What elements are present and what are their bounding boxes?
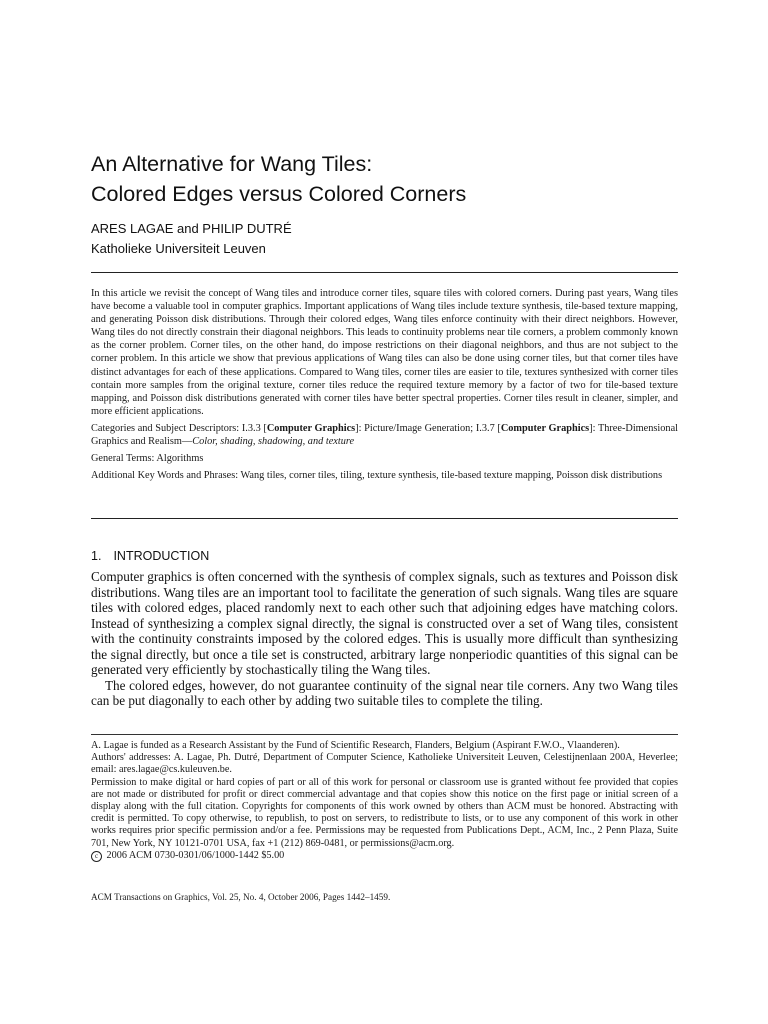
affiliation: Katholieke Universiteit Leuven	[91, 241, 266, 256]
paper-title	[91, 149, 691, 209]
general-terms: General Terms: Algorithms	[91, 453, 204, 465]
journal-citation: ACM Transactions on Graphics, Vol. 25, No. 4, October 2006, Pages 1442–1459.	[91, 892, 391, 902]
top-divider	[91, 272, 678, 273]
body-paragraph-2: The colored edges, however, do not guarantee continuity of the signal near tile corners. Any two Wang tiles can be put diagonally to each other by adding two suitable tiles to complete the tiling.	[91, 677, 678, 708]
title-line-1: An Alternative for Wang Tiles:	[91, 152, 373, 176]
abstract-bottom-divider	[91, 518, 678, 519]
keywords: Additional Key Words and Phrases: Wang tiles, corner tiles, tiling, texture synthesis, tile-based texture mapping, Poisson disk distributions	[91, 470, 663, 482]
copyright-line: c 2006 ACM 0730-0301/06/1000-1442 $5.00	[91, 850, 678, 862]
footnote-divider	[91, 734, 678, 735]
footnote-permission: Permission to make digital or hard copies of part or all of this work for personal or classroom use is granted without fee provided that copies are not made or distributed for profit or direct commercial advantage and that copies show this notice on the first page or initial screen of a display along with the full citation. Copyrights for components of this work owned by others than ACM must be honored. Abstracting with credit is permitted. To copy otherwise, to republish, to post on servers, to redistribute to lists, or to use any component of this work in other works requires prior specific permission and/or a fee. Permissions may be requested from Publications Dept., ACM, Inc., 2 Penn Plaza, Suite 701, New York, NY 10121-0701 USA, fax +1 (212) 869-0481, or permissions@acm.org.	[91, 776, 678, 849]
author-list: ARES LAGAE and PHILIP DUTRÉ	[91, 221, 292, 236]
copyright-icon: c	[91, 851, 102, 862]
footnotes	[91, 740, 678, 862]
section-number: 1.	[91, 549, 102, 563]
body-text	[91, 569, 678, 709]
abstract-text: In this article we revisit the concept of Wang tiles and introduce corner tiles, square tiles with colored corners. During past years, Wang tiles have become a valuable tool in computer graphics. Important applications of Wang tiles include texture synthesis, tile-based texture mapping, and generating Poisson disk distributions. Through their colored edges, Wang tiles enforce continuity with their direct neighbors. However, Wang tiles do not directly constrain their diagonal neighbors. This leads to continuity problems near tile corners, a problem commonly known as the corner problem. Corner tiles, on the other hand, do impose restrictions on their diagonal neighbors, and thus are not subject to the corner problem. In this article we show that previous applications of Wang tiles can also be done using corner tiles, but that corner tiles have distinct advantages for each of these applications. Compared to Wang tiles, corner tiles are easier to tile, textures synthesized with corner tiles contain more samples from the original texture, corner tiles reduce the required texture memory by a factor of two for tile-based texture mapping, and Poisson disk distributions generated with corner tiles have better spectral properties. Corner tiles result in cleaner, simpler, and more efficient applications.	[91, 288, 678, 417]
section-heading	[91, 548, 209, 564]
footnote-address: Authors' addresses: A. Lagae, Ph. Dutré, Department of Computer Science, Katholieke Universiteit Leuven, Celestijnenlaan 200A, Heverlee; email: ares.lagae@cs.kuleuven.be.	[91, 752, 678, 776]
section-title: INTRODUCTION	[113, 549, 210, 563]
categories-line: Categories and Subject Descriptors: I.3.3 [Computer Graphics]: Picture/Image Generation; I.3.7 [Computer Graphics]: Three-Dimensional Graphics and Realism—Color, shading, shadowing, and texture	[91, 422, 678, 448]
abstract-block	[91, 287, 678, 482]
body-paragraph-1: Computer graphics is often concerned with the synthesis of complex signals, such as textures and Poisson disk distributions. Wang tiles are an important tool to facilitate the generation of such signals. Wang tiles are square tiles with colored edges, placed randomly next to each other such that adjoining edges have matching colors. Instead of synthesizing a complex signal directly, the signal is constructed over a set of Wang tiles, consistent with the continuity constraints imposed by the colored edges. This is usually more difficult than synthesizing the signal directly, but once a tile set is constructed, arbitrary large nonperiodic quantities of this signal can be generated very efficiently by stochastically tiling the Wang tiles.	[91, 569, 678, 677]
footnote-funding: A. Lagae is funded as a Research Assistant by the Fund of Scientific Research, Flanders, Belgium (Aspirant F.W.O., Vlaanderen).	[91, 740, 620, 751]
title-line-2: Colored Edges versus Colored Corners	[91, 182, 467, 206]
